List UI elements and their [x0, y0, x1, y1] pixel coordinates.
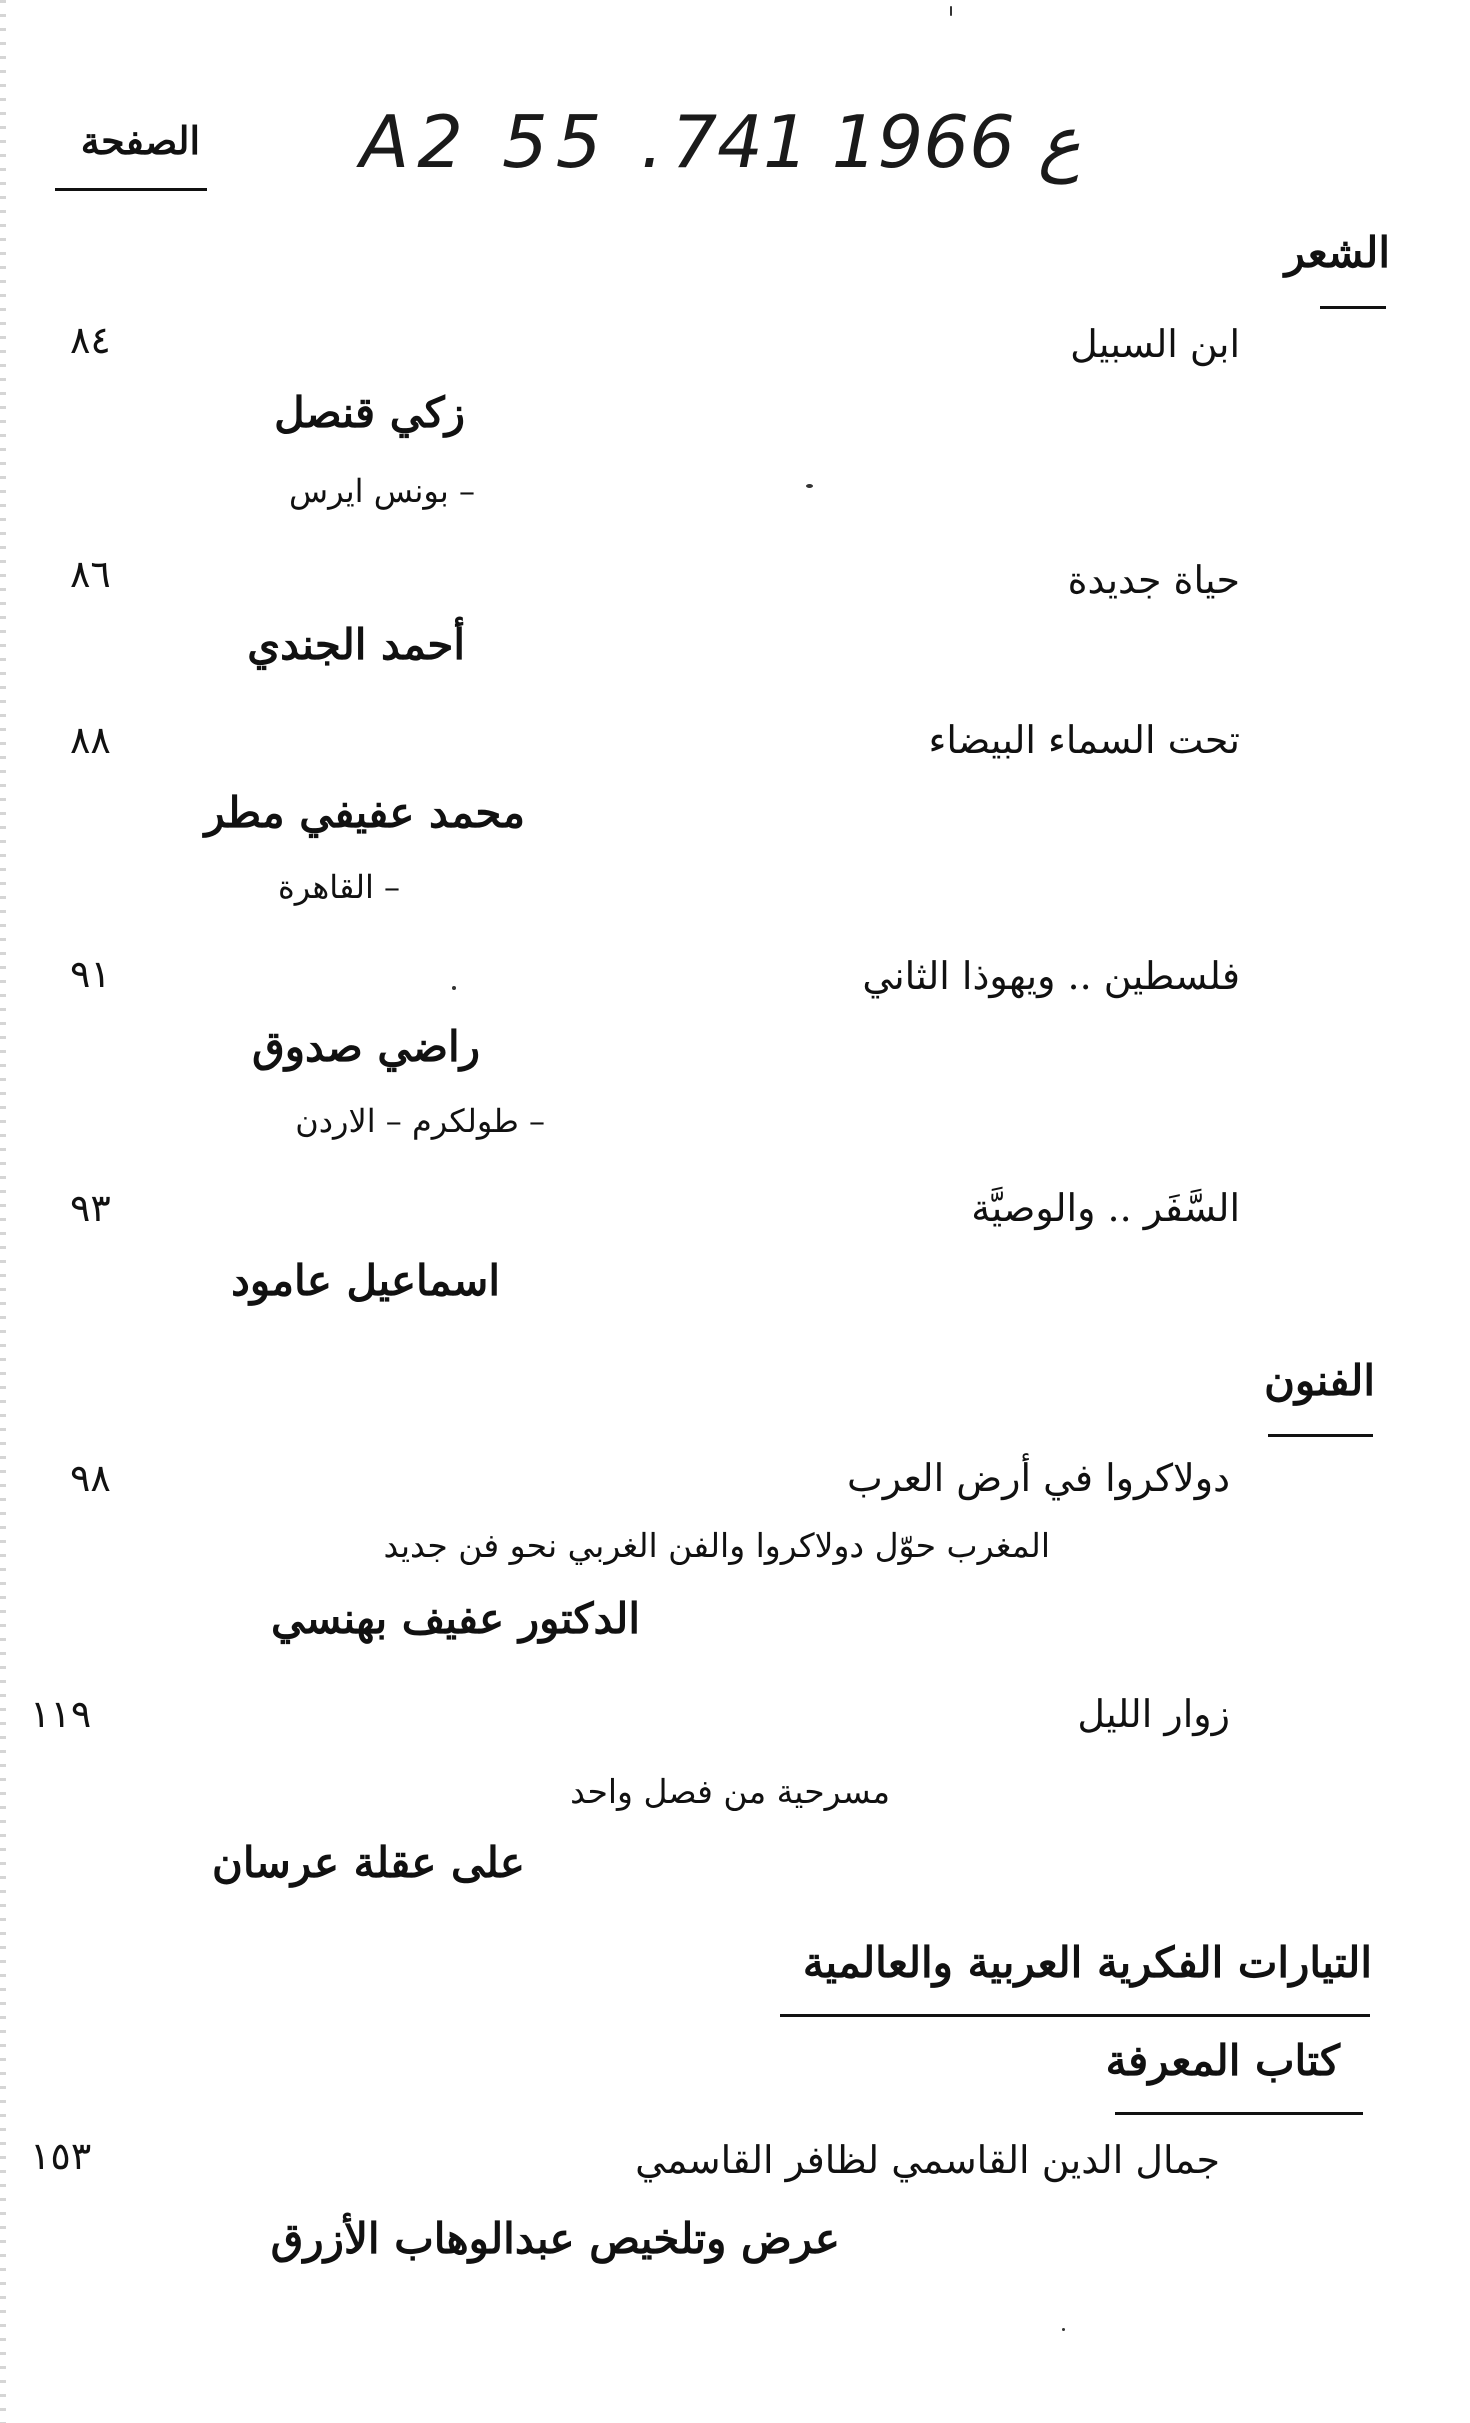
scan-speck: [806, 484, 813, 488]
entry-author: على عقلة عرسان: [211, 1838, 525, 1887]
section-rule-poetry: [1320, 306, 1386, 309]
entry-subtitle: مسرحية من فصل واحد: [570, 1772, 890, 1811]
page-number: ٨٦: [70, 552, 111, 596]
handwritten-reference: A2 55 .ع 1966 741: [360, 100, 1081, 184]
page-column-label: الصفحة: [80, 118, 200, 163]
entry-title: ابن السبيل: [1070, 322, 1240, 366]
entry-subtitle: المغرب حوّل دولاكروا والفن الغربي نحو فن جديد: [383, 1526, 1050, 1565]
entry-title: دولاكروا في أرض العرب: [846, 1456, 1230, 1500]
entry-author: اسماعيل عامود: [231, 1256, 500, 1305]
section-rule-currents: [780, 2014, 1370, 2017]
page-number: ٩٣: [70, 1186, 111, 1230]
entry-author: زكي قنصل: [274, 388, 465, 437]
entry-place: – القاهرة: [277, 868, 400, 906]
entry-author: راضي صدوق: [252, 1022, 480, 1071]
section-title-knowledge: كتاب المعرفة: [1105, 2036, 1340, 2085]
section-rule-knowledge: [1115, 2112, 1363, 2115]
entry-title: جمال الدين القاسمي لظافر القاسمي: [635, 2138, 1220, 2182]
section-rule-arts: [1268, 1434, 1373, 1437]
scan-speck: [452, 986, 456, 990]
page-number: ٩١: [70, 952, 111, 996]
entry-author: أحمد الجندي: [247, 620, 465, 669]
entry-title: السَّفَر .. والوصيَّة: [971, 1186, 1240, 1230]
page-number: ١١٩: [30, 1692, 92, 1736]
entry-author: الدكتور عفيف بهنسي: [270, 1594, 640, 1643]
entry-title: تحت السماء البيضاء: [928, 718, 1240, 762]
entry-author: محمد عفيفي مطر: [204, 788, 525, 837]
section-title-currents: التيارات الفكرية العربية والعالمية: [802, 1938, 1372, 1987]
entry-title: زوار الليل: [1077, 1692, 1230, 1736]
entry-place: – طولكرم – الاردن: [295, 1102, 545, 1140]
page-number: ١٥٣: [30, 2134, 92, 2178]
scan-margin-artifact: [0, 0, 6, 2423]
scan-speck: [950, 6, 952, 16]
page-number: ٨٤: [70, 318, 111, 362]
section-title-arts: الفنون: [1264, 1356, 1375, 1405]
entry-title: فلسطين .. ويهوذا الثاني: [862, 954, 1240, 998]
page-number: ٨٨: [70, 718, 111, 762]
scan-speck: [1062, 2328, 1065, 2331]
entry-author: عرض وتلخيص عبدالوهاب الأزرق: [270, 2214, 840, 2263]
entry-place: – بونس ايرس: [289, 472, 475, 510]
page-number: ٩٨: [70, 1456, 111, 1500]
entry-title: حياة جديدة: [1067, 558, 1240, 602]
page-column-label-rule: [55, 188, 207, 191]
section-title-poetry: الشعر: [1284, 228, 1390, 277]
